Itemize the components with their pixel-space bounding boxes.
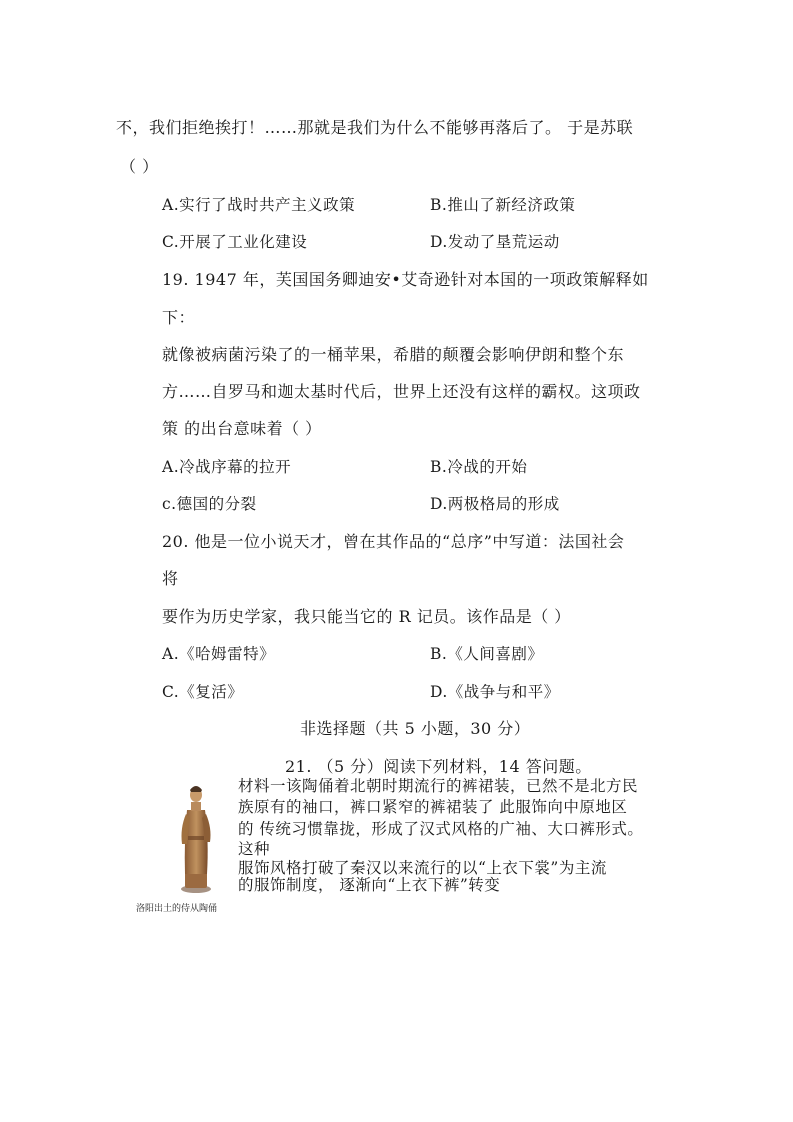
q18-stem-continuation: 不，我们拒绝挨打！……那就是我们为什么不能够再落后了。 于是苏联 <box>116 118 634 137</box>
q20-stem-line-2: 将 <box>162 569 179 588</box>
q21-material-line-4: 这种 <box>238 840 271 858</box>
q19-option-d: D.两极格局的形成 <box>430 495 560 513</box>
q21-material-line-3: 的 传统习惯靠拢，形成了汉式风格的广袖、大口裤形式。 <box>238 820 644 838</box>
q19-option-b: B.冷战的开始 <box>430 458 528 476</box>
q20-option-c: C.《复活》 <box>162 683 244 701</box>
section-title: 非选择题（共 5 小题，30 分） <box>300 719 531 738</box>
q20-option-d: D.《战争与和平》 <box>430 683 560 701</box>
q20-stem-line-3: 要作为历史学家，我只能当它的 R 记员。该作品是（ ） <box>162 607 571 626</box>
figure-caption: 洛阳出土的侍从陶俑 <box>136 904 218 914</box>
q20-option-a: A.《哈姆雷特》 <box>162 645 276 663</box>
q19-quote-line-2: 方……自罗马和迦太基时代后，世界上还没有这样的霸权。这项政 <box>162 382 641 401</box>
q19-stem-line-2: 下： <box>162 308 196 327</box>
q19-stem-line-1: 19. 1947 年，芙国国务卿迪安•艾奇逊针对本国的一项政策解释如 <box>162 270 649 289</box>
q18-answer-paren: （ ） <box>120 157 159 176</box>
q21-stem: 21. （5 分）阅读下列材料，14 答问题。 <box>285 757 592 776</box>
q20-option-b: B.《人间喜剧》 <box>430 645 544 663</box>
q21-material-line-1: 材料一该陶俑着北朝时期流行的裤裙装，已然不是北方民 <box>238 777 639 795</box>
q19-option-a: A.冷战序幕的拉开 <box>162 458 292 476</box>
q18-option-b: B.推山了新经济政策 <box>430 196 576 214</box>
q19-option-c: c.德国的分裂 <box>162 495 257 513</box>
q21-material-line-2: 族原有的袖口，裤口紧窄的裤裙装了 此服饰向中原地区 <box>238 798 628 816</box>
q18-option-c: C.开展了工业化建设 <box>162 233 308 251</box>
q18-option-d: D.发动了垦荒运动 <box>430 233 560 251</box>
q19-quote-line-1: 就像被病菌污染了的一桶苹果，希腊的颠覆会影响伊朗和整个东 <box>162 345 625 364</box>
q21-material-line-5: 服饰风格打破了秦汉以来流行的以“上衣下裳”为主流 <box>238 859 607 877</box>
pottery-figurine-image <box>176 780 216 895</box>
q20-stem-line-1: 20. 他是一位小说天才，曾在其作品的“总序”中写道：法国社会 <box>162 532 625 551</box>
q21-material-line-6: 的服饰制度， 逐渐向“上衣下裤”转变 <box>238 876 501 894</box>
q18-option-a: A.实行了战时共产主义政策 <box>162 196 356 214</box>
q19-stem-end: 策 的出台意味着（ ） <box>162 419 322 438</box>
